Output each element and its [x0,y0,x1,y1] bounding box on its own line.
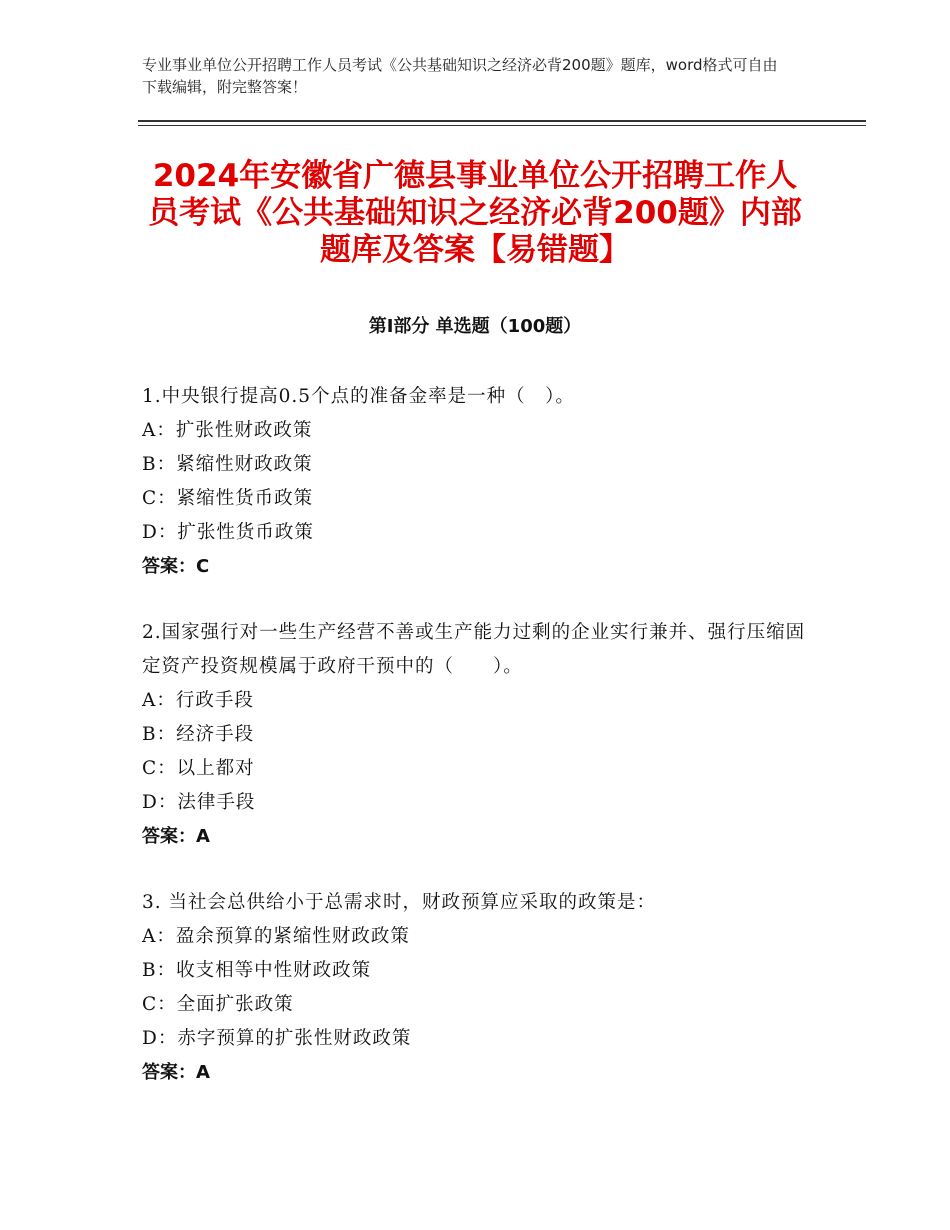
option-b: B：收支相等中性财政政策 [142,960,372,981]
answer: 答案：A [142,826,210,847]
answer: 答案：C [142,556,210,577]
header-note: 专业事业单位公开招聘工作人员考试《公共基础知识之经济必背200题》题库，word格式可自由下载编辑，附完整答案！ [142,56,778,96]
question-stem: 1.中央银行提高0.5个点的准备金率是一种（ ）。 [142,386,575,407]
question-3 [142,886,822,1090]
option-a: A：扩张性财政政策 [142,420,313,441]
question-list [142,380,822,1122]
option-d: D：赤字预算的扩张性财政政策 [142,1028,412,1049]
header-rule-thick [138,120,866,122]
question-stem: 3. 当社会总供给小于总需求时，财政预算应采取的政策是： [142,892,657,913]
option-c: C：全面扩张政策 [142,994,294,1015]
option-a: A：行政手段 [142,690,254,711]
question-stem: 2.国家强行对一些生产经营不善或生产能力过剩的企业实行兼并、强行压缩固定资产投资规模属于政府干预中的（ ）。 [142,622,806,677]
option-c: C：紧缩性货币政策 [142,488,314,509]
option-b: B：紧缩性财政政策 [142,454,313,475]
option-b: B：经济手段 [142,724,255,745]
header-rule-thin [138,125,866,126]
section-title: 第Ⅰ部分 单选题（100题） [368,316,582,337]
answer: 答案：A [142,1062,210,1083]
option-d: D：法律手段 [142,792,256,813]
document-title: 2024年安徽省广德县事业单位公开招聘工作人员考试《公共基础知识之经济必背200题》内部题库及答案【易错题】 [148,158,802,268]
option-c: C：以上都对 [142,758,255,779]
option-d: D：扩张性货币政策 [142,522,314,543]
question-1 [142,380,822,584]
option-a: A：盈余预算的紧缩性财政政策 [142,926,410,947]
question-2 [142,616,822,854]
